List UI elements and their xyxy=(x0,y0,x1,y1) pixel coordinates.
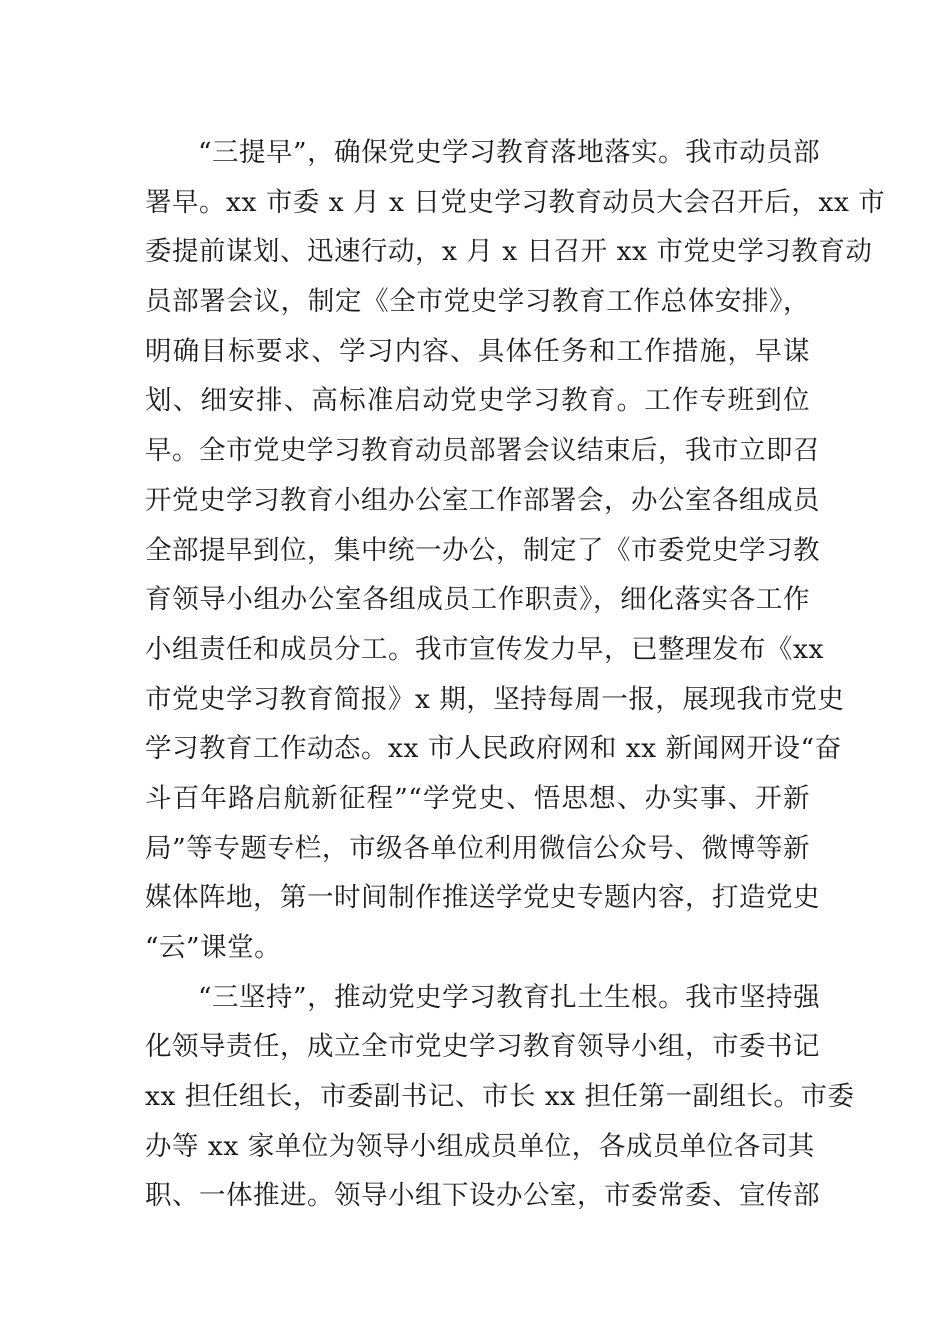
paragraph-1-line-12: 市党史学习教育简报》x 期，坚持每周一报，展现我市党史 xyxy=(145,683,845,715)
paragraph-1-line-8: 开党史学习教育小组办公室工作部署会，办公室各组成员 xyxy=(145,484,820,516)
paragraph-1-line-6: 划、细安排、高标准启动党史学习教育。工作专班到位 xyxy=(145,385,810,417)
paragraph-2-line-5: 职、一体推进。领导小组下设办公室，市委常委、宣传部 xyxy=(145,1180,820,1212)
paragraph-2-line-1: “三坚持”，推动党史学习教育扎土生根。我市坚持强 xyxy=(198,981,821,1013)
body-text xyxy=(145,128,886,1221)
paragraph-1-line-2: 署早。xx 市委 x 月 x 日党史学习教育动员大会召开后，xx 市 xyxy=(145,186,886,218)
paragraph-2-line-4: 办等 xx 家单位为领导小组成员单位，各成员单位各司其 xyxy=(145,1130,815,1162)
paragraph-1-line-16: 媒体阵地，第一时间制作推送学党史专题内容，打造党史 xyxy=(145,882,820,914)
paragraph-1-line-1: “三提早”，确保党史学习教育落地落实。我市动员部 xyxy=(198,137,821,168)
paragraph-2-line-3: xx 担任组长，市委副书记、市长 xx 担任第一副组长。市委 xyxy=(145,1081,855,1113)
paragraph-1-line-3: 委提前谋划、迅速行动，x 月 x 日召开 xx 市党史学习教育动 xyxy=(145,236,873,268)
paragraph-1-line-10: 育领导小组办公室各组成员工作职责》，细化落实各工作 xyxy=(145,584,810,616)
paragraph-1-line-11: 小组责任和成员分工。我市宣传发力早，已整理发布《xx xyxy=(145,633,824,665)
paragraph-1-line-7: 早。全市党史学习教育动员部署会议结束后，我市立即召 xyxy=(145,435,820,467)
paragraph-1-line-15: 局”等专题专栏，市级各单位利用微信公众号、微博等新 xyxy=(145,832,810,864)
paragraph-2-line-2: 化领导责任，成立全市党史学习教育领导小组，市委书记 xyxy=(145,1031,820,1063)
paragraph-1-line-17: “云”课堂。 xyxy=(145,932,282,963)
paragraph-1-line-13: 学习教育工作动态。xx 市人民政府网和 xx 新闻网开设“奋 xyxy=(145,733,842,765)
paragraph-1-line-14: 斗百年路启航新征程”“学党史、悟思想、办实事、开新 xyxy=(145,782,810,814)
paragraph-1-line-5: 明确目标要求、学习内容、具体任务和工作措施，早谋 xyxy=(145,335,810,367)
paragraph-1-line-9: 全部提早到位，集中统一办公，制定了《市委党史学习教 xyxy=(145,534,820,566)
paragraph-1-line-4: 员部署会议，制定《全市党史学习教育工作总体安排》， xyxy=(145,286,810,318)
